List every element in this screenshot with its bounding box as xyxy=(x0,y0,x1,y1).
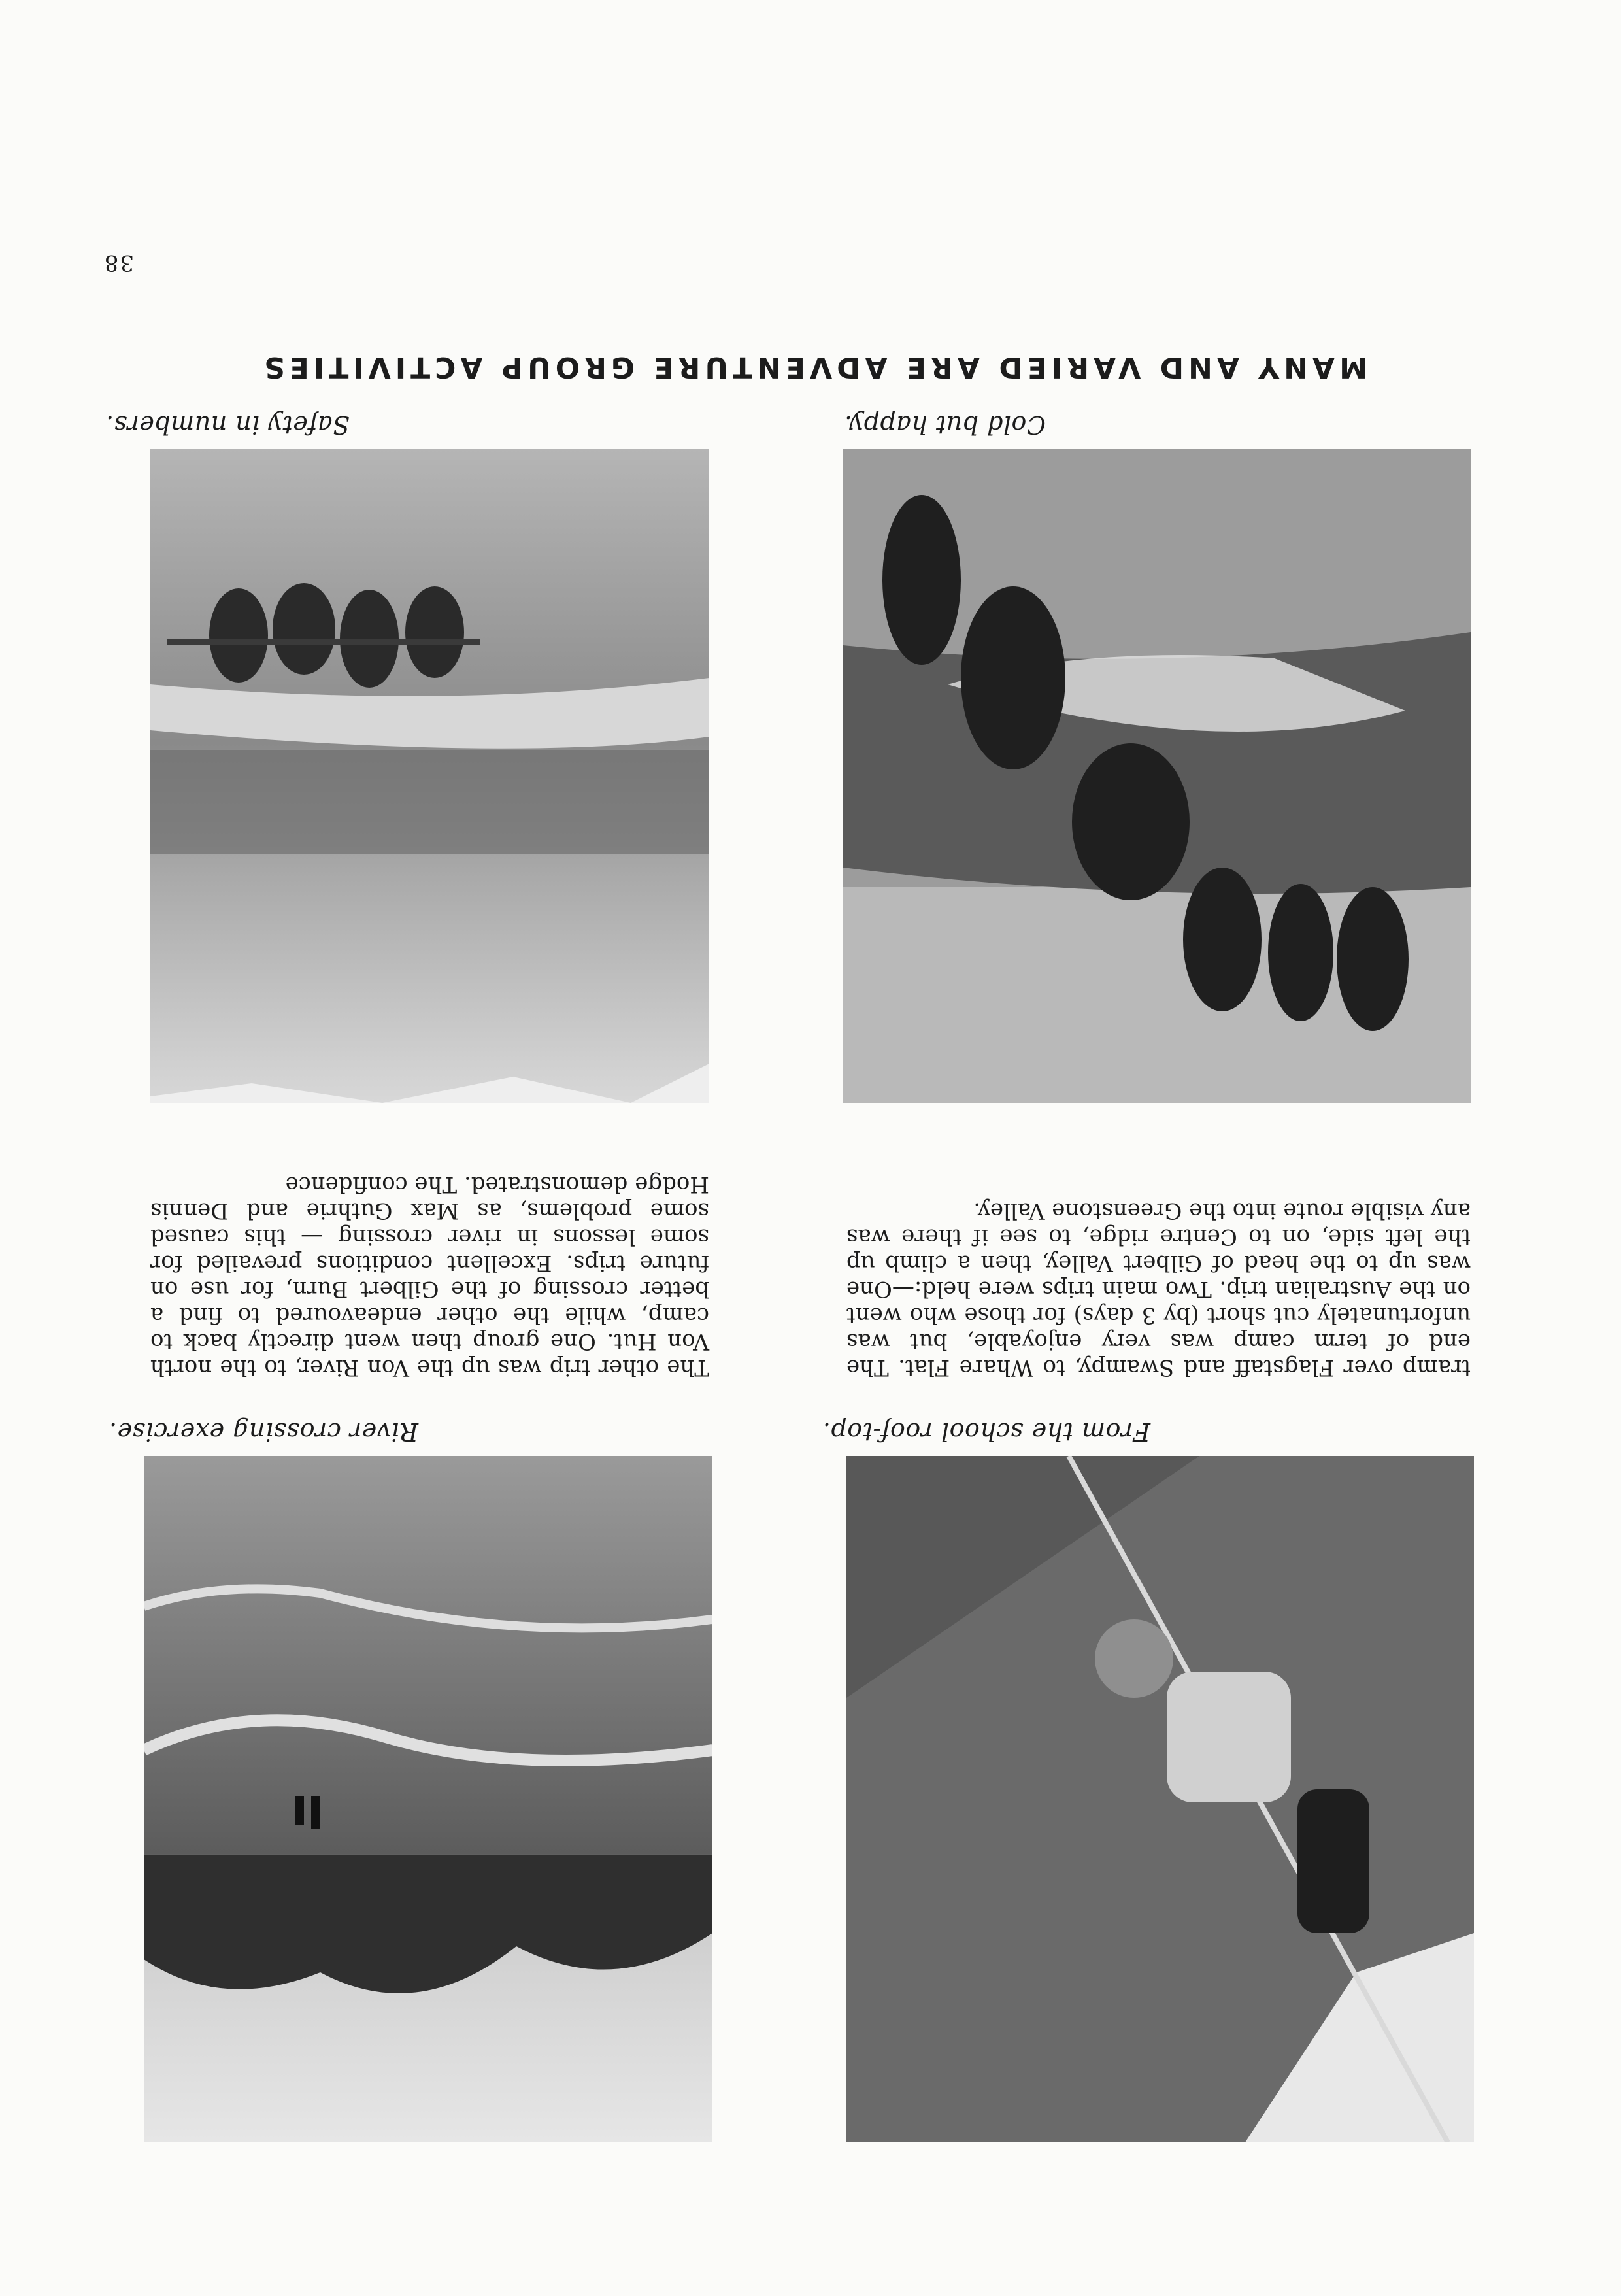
caption-rooftop: From the school roof-top. xyxy=(822,1417,1150,1446)
caption-cold: Cold but happy. xyxy=(844,411,1046,439)
photo-safety-in-numbers xyxy=(150,449,709,1103)
photo-cold-but-happy xyxy=(843,449,1471,1103)
photo-roof-top xyxy=(846,1456,1474,2142)
abseiling-from-roof-image xyxy=(846,1456,1474,2142)
caption-river: River crossing exercise. xyxy=(109,1417,418,1446)
article-right-text: tramp over Flagstaff and Swampy, to Whare Flat. The end of term camp was very enjoyable, but was unfortunately cut short (by 3 days) for those who went on the Australian trip. Two main trips were held:—One was up to the head of Gilbert Valley, then a climb up the left side, on to Centre ridge, to see if there was any visible route into the Greenstone Valley. xyxy=(846,1198,1471,1381)
page-number: 38 xyxy=(103,250,134,276)
caption-safety: Safety in numbers. xyxy=(105,411,350,439)
river-landscape-image xyxy=(144,1456,712,2142)
photo-river-crossing xyxy=(144,1456,712,2142)
students-in-stream-image xyxy=(843,449,1471,1103)
river-crossing-group-image xyxy=(150,449,709,1103)
article-left-text: The other trip was up the Von River, to the north Von Hut. One group then went directly back to camp, while the other endeavoured to find a better crossing of the Gilbert Burn, for use on future trips. Excellent conditions prevailed for some lessons in river crossing — this caused some problems, as Max Guthrie and Dennis Hodge demonstrated. The confidence xyxy=(150,1172,709,1381)
page-title: MANY AND VARIED ARE ADVENTURE GROUP ACTIVITIES xyxy=(259,350,1368,384)
